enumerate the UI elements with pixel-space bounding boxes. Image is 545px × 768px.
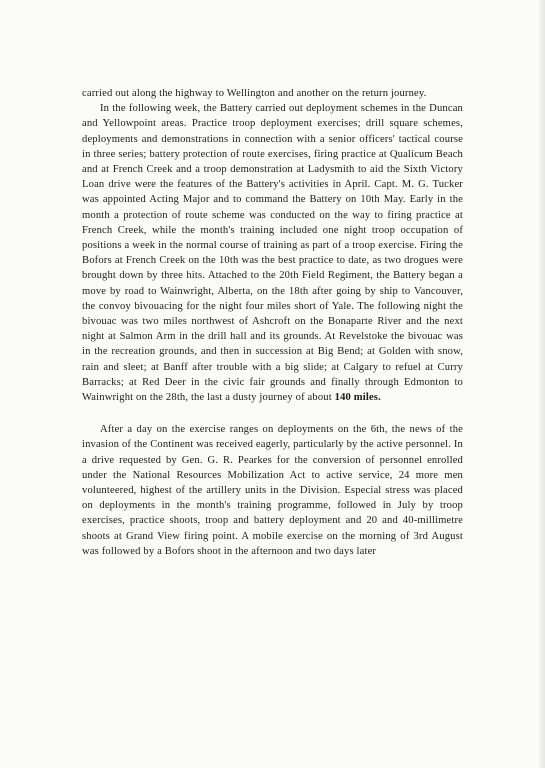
- page-edge-shadow: [539, 0, 545, 768]
- paragraph-gap: [82, 405, 463, 422]
- paragraph-invasion-news: [82, 422, 463, 559]
- paragraph-text: In the following week, the Battery carried out deployment schemes in the Duncan and Yellowpoint areas. Practice troop deployment exercises; drill square schemes, deployments and demonstrations in connection with a senior officers' tactical course in three series; battery protection of route exercises, firing practice at Qualicum Beach and at French Creek and a troop demonstration at Ladysmith to aid the Sixth Victory Loan drive were the features of the Battery's activities in April. Capt. M. G. Tucker was appointed Acting Major and to command the Battery on 10th May. Early in the month a protection of route scheme was conducted on the way to firing practice at French Creek, while the month's training included one night troop occupation of positions a week in the normal course of training as part of a troop exercise. Firing the Bofors at French Creek on the 10th was the best practice to date, as two drogues were brought down by three hits. Attached to the 20th Field Regiment, the Battery began a move by road to Wainwright, Alberta, on the 18th after going by ship to Vancouver, the convoy bivouacing for the night four miles short of Yale. The following night the bivouac was two miles northwest of Ashcroft on the Bonaparte River and the next night at Salmon Arm in the drill hall and its grounds. At Revelstoke the bivouac was in the recreation grounds, and then in succession at Big Bend; at Golden with snow, rain and sleet; at Banff after trouble with a big slide; at Calgary to refuel at Curry Barracks; at Red Deer in the civic fair grounds and finally through Edmonton to Wainwright on the 28th, the last a dusty journey of about: [82, 103, 463, 404]
- paragraph-text: After a day on the exercise ranges on deployments on the 6th, the news of the invasion of the Continent was received eagerly, particularly by the active personnel. In a drive requested by Gen. G. R. Pearkes for the conversion of personnel enrolled under the National Resources Mobilization Act to active service, 24 more men volunteered, highest of the artillery units in the Division. Especial stress was placed on deployments in the month's training programme, followed in July by troop exercises, practice shoots, troop and battery deployment and 20 and 40-millimetre shoots at Grand View firing point. A mobile exercise on the morning of 3rd August was followed by a Bofors shoot in the afternoon and two days later: [82, 424, 463, 557]
- paragraph-bold-tail: 140 miles.: [334, 392, 381, 404]
- body-text: [82, 86, 463, 559]
- paragraph-continuation: [82, 86, 463, 101]
- paragraph-battery-activities: [82, 101, 463, 405]
- paragraph-text: carried out along the highway to Wellington and another on the return journey.: [82, 88, 427, 99]
